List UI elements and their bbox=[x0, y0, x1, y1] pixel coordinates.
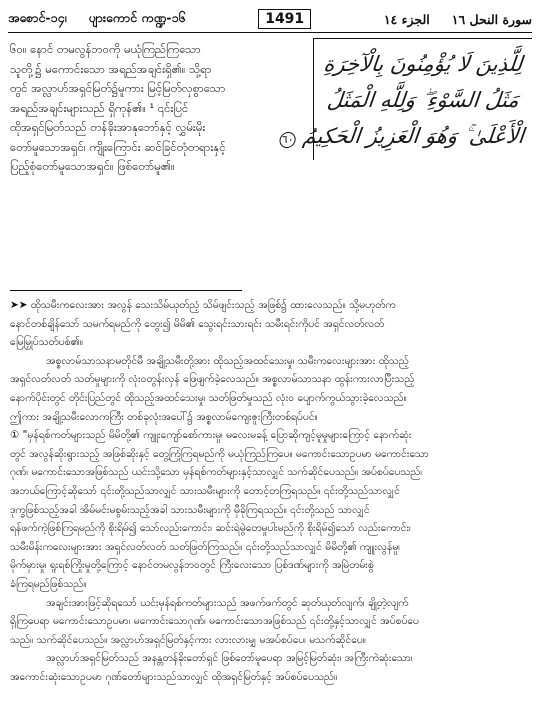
verse-line-1: لِلَّذِينَ لَا يُؤْمِنُونَ بِالْآخِرَةِ bbox=[322, 51, 524, 76]
translation-line: သူတို့၌ မကောင်းသော အရည်အချင်းရှိ၏။ သို့ရာ bbox=[10, 61, 212, 76]
header-right bbox=[384, 12, 532, 27]
commentary-line: ➤➤ ထိုသမီးကလေးအား အလွန် သေးသိမ်ယုတ်ညံ့ သိမ်ဖျင်းသည့် အဖြစ်၌ ထားလေသည်။ သို့မဟုတ်က bbox=[10, 299, 396, 311]
commentary-line: သည်။ သက်ဆိုင်ပေသည်။ အလ္လာဟ်အရှင်မြတ်နှင့်ကား လားလားမျှ မအပ်စပ်ပေ၊ မသက်ဆိုင်ပေ။ bbox=[10, 633, 366, 646]
commentary-line: အလ္လာဟ်အရှင်မြတ်သည် အနန္တတန်ခိုးတော်ရှင် ဖြစ်တော်မူပေရာ အမြင့်မြတ်ဆုံး၊ အကြီးကဲဆုံးသော၊ bbox=[46, 652, 413, 665]
commentary-paragraph bbox=[10, 594, 530, 650]
page-number: 1491 bbox=[258, 9, 311, 29]
translation-line: ၆၀။ နောင် တမလွန်ဘဝကို မယုံကြည်ကြသော bbox=[10, 42, 201, 56]
commentary-line: ဂုဏ်၊ မကောင်းသောအဖြစ်သည် ယင်းသို့သော မှန်ရစ်ကတ်များနှင့်သာလျှင် သက်ဆိုင်ပေသည်။ အပ်စပ်ပေသည်၊ bbox=[10, 466, 423, 479]
ayah-number-mark: ٦٠ bbox=[279, 132, 297, 148]
commentary-line: အစ္စလာမ်သာသနာမတိုင်မီ အချို့သမီးတို့အား ထိုသည့်အထင်သေးမှု၊ သမီးကလေးများအား ထိုသည့် bbox=[46, 354, 409, 367]
translation-line: ပြည့်စုံတော်မူသောအရှင်။ ဖြစ်တော်မူ၏။ bbox=[10, 159, 175, 173]
commentary-line: မြေမြှုပ်သတ်ပစ်၏။ bbox=[10, 336, 83, 349]
commentary-line: မိုက်မှားမှု၊ ရူးရစ်ကြိုးမှုတို့ကြောင့် နောင်တမလွန်ဘဝတွင် ကြီးလေးသော ပြစ်ဒဏ်များကို အမြဲတမ်းစွဲ bbox=[10, 559, 374, 572]
header-juz: الجزء ١٤ bbox=[383, 11, 430, 27]
header-volume: အစောင်-၁၄၊ bbox=[8, 9, 67, 25]
commentary-line: အဘယ်ကြောင့်ဆိုသော် ၎င်းတို့သည်သာလျှင် သားသမီးများကို တောင့်တကြရသည်။ ၎င်းတို့သည်သာလျှင် bbox=[10, 484, 400, 497]
commentary-paragraph bbox=[10, 352, 530, 426]
verse-line-2: مَثَلُ السَّوْءِ ۖ وَلِلَّهِ الْمَثَلُ bbox=[325, 87, 521, 112]
commentary-line: သမီးမိန်းကလေးများအား အရှင်လတ်လတ် သတ်ဖြတ်ကြသည်။ ၎င်းတို့သည်သာလျှင် မိမိတို့၏ ကျူးလွန်မှု၊ bbox=[10, 540, 400, 553]
commentary-paragraph bbox=[10, 649, 530, 686]
header-section: ပျားကောင် ကဏ္ဍ-၁၆ bbox=[88, 9, 186, 25]
commentary-line: အရှင်လတ်လတ် သတ်မှုများကို လုံးဝတွန်းလှန် ဖြေဖျက်ခဲ့လေသည်။ အစ္စလာမ်သာသနာ ထွန်းကားလာပြီးသည့် bbox=[10, 373, 415, 386]
commentary-line: နောင်တစ်ချိန်သော် သမက်ရမည်ကို တွေး၍ မိမိ၏ သွေးရင်းသားရင်း သမီးရင်းကိုပင် အရှင်လတ်လတ် bbox=[10, 317, 385, 330]
translation-line: တော်မူသောအရှင်၊ ကျိုးကြောင်း ဆင်ခြင်တုံတရားနှင့် bbox=[10, 139, 226, 154]
commentary-line: ဒုက္ခဖြစ်သည့်အခါ အိမ်မင်းမစွမ်းသည့်အခါ သားသမီးများကို မှီခိုကြရသည်။ ၎င်းတို့သည် သာလျှင် bbox=[10, 503, 370, 516]
page-header bbox=[8, 6, 532, 33]
commentary-line: ရှိကြပေရာ မကောင်းသောဥပမာ၊ မကောင်းသောဂုဏ်၊ မကောင်းသောအဖြစ်သည် ၎င်းတို့နှင့်သာလျှင် အပ်စပ်ပေ bbox=[10, 615, 419, 628]
translation-line: တွင် အလ္လာဟ်အရှင်မြတ်၌မူကား မြင့်မြတ်လှစွာသော bbox=[10, 81, 226, 95]
commentary-line: အကောင်းဆုံးသောဥပမာ ဂုဏ်တော်များသည်သာလျှင် ထိုအရှင်မြတ်နှင့် အပ်စပ်ပေသည်။ bbox=[10, 670, 338, 683]
commentary-line: တွင် အလွန်ဆိုးရွားသည့် အဖြစ်ဆိုးနှင့် တွေ့ကြုံကြရမည်ကို မယုံကြည်ကြပေ။ မကောင်းသောဥပမာ မကောင်းသော bbox=[10, 447, 430, 460]
commentary-line: နောက်ပိုင်းတွင် တိုင်းပြည်တွင် ထိုသည့်အထင်သေးမှု၊ သတ်ဖြတ်မှုသည် လုံးဝ ပျောက်ကွယ်သွားခဲ့လေသည်။ bbox=[10, 391, 407, 404]
commentary-line: ① "မှန်ရစ်ကတ်များသည် မိမိတို့၏ ကျူးကျော်စော်ကားမှု၊ မလေးမခန့် ပြောဆိုကျင့်မူမှုများကြောင့် နောက်ဆုံး bbox=[10, 429, 412, 442]
footnote-divider bbox=[10, 290, 242, 291]
verse-line-3 bbox=[281, 118, 526, 154]
commentary-line: အချင်းအားဖြင့်ဆိုရသော် ယင်းမှန်ရစ်ကတ်များသည် အဖက်ဖက်တွင် ဆုတ်ယုတ်လျက်၊ ချို့တဲ့လျက် bbox=[46, 596, 409, 609]
header-surah: سورة النحل ١٦ bbox=[451, 11, 532, 27]
translation-column bbox=[10, 40, 308, 177]
commentary-line: ခံကြရမည်ဖြစ်သည်။ bbox=[10, 577, 87, 590]
translation-line: ထိုအရှင်မြတ်သည် တန်ခိုးအာနုဘော်နှင့် လွှမ်းမိုး bbox=[10, 120, 206, 134]
translation-line: အရည်အချင်းများသည် ရှိကုန်၏။ ¹ ၎င်းပြင် bbox=[10, 100, 189, 115]
commentary-line: ဤကား အချို့သမီးလောကကြီး တစ်ခုလုံးအပေါ်၌ အစ္စလာမ်ကျေးဇူးကြီးတစ်ရပ်ပင်။ bbox=[10, 410, 318, 423]
commentary-line: ရန်ဖက်ကဲ့ဖြစ်ကြရမည်ကို စိုးရိမ်၍ သော်လည်းကောင်း၊ ဆင်းရဲမွဲတေမှုပါးမည်ကို စိုးရိမ်၍သော် လည်းကောင်း၊ bbox=[10, 522, 411, 535]
commentary-paragraph bbox=[10, 296, 530, 352]
header-left bbox=[8, 10, 186, 29]
verse-line-3-text: الْأَعْلَىٰ ۚ وَهُوَ الْعَزِيزُ الْحَكِيمُ bbox=[301, 123, 526, 148]
arabic-verse-box bbox=[281, 38, 532, 160]
commentary-paragraph bbox=[10, 426, 530, 593]
commentary-section bbox=[10, 296, 530, 686]
